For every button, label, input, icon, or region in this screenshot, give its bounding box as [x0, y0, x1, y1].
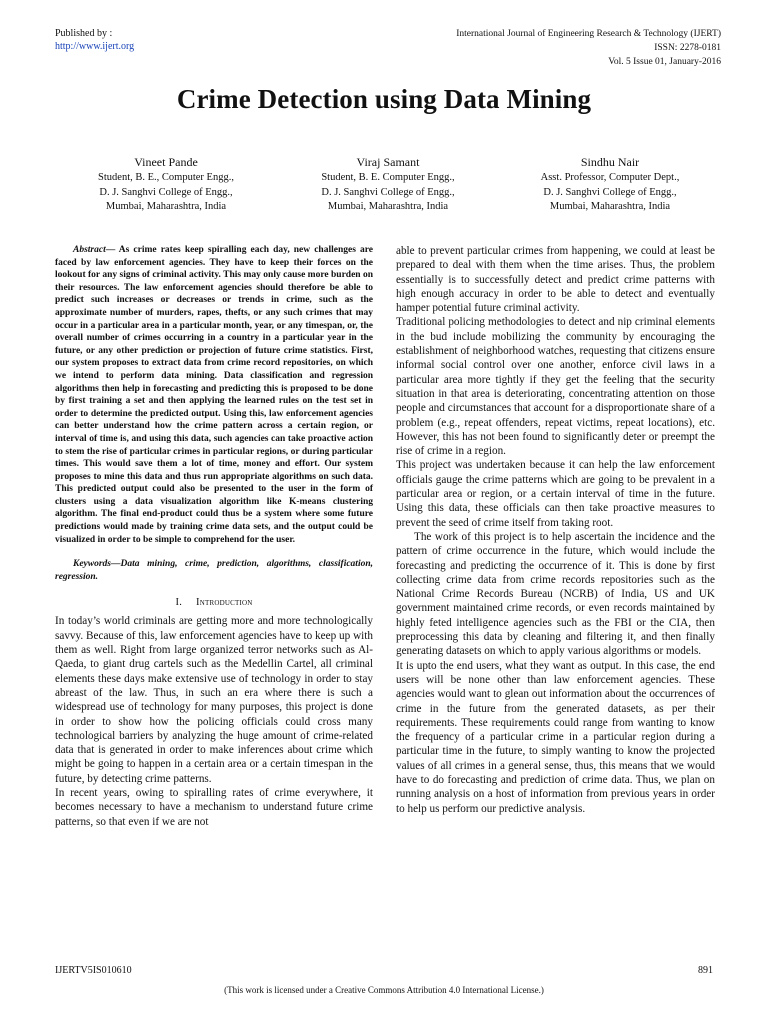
journal-url-link[interactable]: http://www.ijert.org: [55, 41, 135, 52]
intro-paragraph-1: In today’s world criminals are getting more and more technologically savvy. Because of this, law enforcement agencies have to keep up with them as well. Right from large organized terror networks such as Al-Qaeda, to giant drug cartels such as the Medellin Cartel, all criminal elements these days make extensive use of technology in order to stay abreast of the law. Thus, in such an era where there is such a widespread use of technology for many purposes, this project is done in order to show how the policing officials could cross many technological barriers by analyzing the huge amount of crime-related data that is generated in order to make inferences about crime which might be going to happen in a certain area or a certain timespan in the future, by detecting crime patterns.: [55, 615, 373, 785]
section-number: I.: [175, 597, 183, 609]
author-location: Mumbai, Maharashtra, India: [105, 201, 227, 212]
journal-name: International Journal of Engineering Research & Technology (IJERT): [456, 29, 721, 39]
abstract-label: Abstract: [73, 245, 106, 255]
author-role: Student, B. E., Computer Engg.,: [98, 172, 234, 183]
section-heading-introduction: [55, 597, 373, 608]
author-location: Mumbai, Maharashtra, India: [549, 201, 671, 212]
author-1: [55, 154, 277, 215]
published-by-label: Published by :: [55, 28, 113, 39]
volume-issue: Vol. 5 Issue 01, January-2016: [608, 57, 721, 67]
license-note: (This work is licensed under a Creative Commons Attribution 4.0 International License.): [224, 985, 544, 995]
body-paragraph-3: This project was undertaken because it can help the law enforcement officials gauge the crime patterns which are going to be prevalent in a particular area or region, or a certain interval of time in the future. Using this data, these officials can then take proactive measures to prevent the seed of crime itself from taking root.: [396, 459, 715, 529]
keywords: Keywords—Data mining, crime, prediction, algorithms, classification, regression.: [55, 559, 373, 582]
author-3: [499, 154, 721, 215]
author-college: D. J. Sanghvi College of Engg.,: [321, 186, 455, 198]
author-2: [277, 154, 499, 215]
authors-row: [55, 154, 721, 215]
author-role: Asst. Professor, Computer Dept.,: [540, 172, 680, 183]
author-college: D. J. Sanghvi College of Engg.,: [543, 186, 677, 198]
body-paragraph-2: Traditional policing methodologies to detect and nip criminal elements in the bud include mobilizing the community by encouraging the establishment of neighborhood watches, requesting that citizens ensure informal social control over one another, enforce civil laws in a particular area more tightly if they get the feeling that the security situation in that area is deteriorating, concentrating attention on those people and circumstances that account for a disproportionate share of a problem (e.g., repeat offenders, repeat victims, repeat locations), etc. However, this has not been found to significantly deter or preempt the rise of crime in a region.: [396, 316, 715, 458]
body-paragraph-4: The work of this project is to help ascertain the incidence and the pattern of crime occurrence in the future, which would include the forecasting and predicting the occurrence of it. This is done by first collecting crime data from crime records repositories such as the National Crime Records Bureau (NCRB) of India, US and UK government maintained crime records, or even records maintained by highly feted intelligence agencies such as the FBI or the CIA, then preprocessing this data by cleaning and filtering it, and then finally generating datasets on which to apply various algorithms or models.: [396, 530, 715, 658]
author-name: Sindhu Nair: [580, 155, 640, 169]
publisher-block: [55, 27, 134, 53]
author-name: Viraj Samant: [356, 155, 420, 169]
issn: ISSN: 2278-0181: [654, 43, 721, 53]
paper-id: IJERTV5IS010610: [55, 965, 132, 976]
abstract: [55, 244, 373, 546]
author-name: Vineet Pande: [134, 155, 198, 169]
body-paragraph-5: It is upto the end users, what they want as output. In this case, the end users will be none other than law enforcement agencies. These agencies would want to glean out information about the occurrences of crime in the future from the generated datasets, as per their requirements. These requirements could range from wanting to know the frequency of a particular crime in a particular region during a particular time in the future, to simply wanting to know the projected values of all crimes in a general sense, thus, this means that we would have to do forecasting and prediction of crime data. Thus, we plan on running analysis on a host of information from previous years in order to help us perform our predictive analysis.: [396, 659, 715, 815]
abstract-text: As crime rates keep spiralling each day, new challenges are faced by law enforcement agencies. They have to keep their forces on the lookout for any signs of criminal activity. This may only cause more burden on their resources. The law enforcement agencies should therefore be able to predict such increases or decreases or trends in crime, such as the approximate number of murders, rapes, thefts, or any such crimes that may occur in a particular area in a particular month, year, or any timespan, or, the overall number of crimes occurring in a country in a particular year in the future, or any other prediction or projection of future crime statistics. First, our system proposes to extract data from crime record repositories, on which we intend to perform data mining. Data classification and regression algorithms then help in forecasting and predicting this is proposed to be done by first training a set and then applying the learned rules on the test set in order to determine the predicted output. Using this, law enforcement agencies can better understand how the crime pattern across a certain region, or interval of time is, and using this data, such agencies can take proactive action to stem the rise of particular crimes in particular regions, or during particular times. This would save them a lot of time, money and effort. Our system proposes to mine this data and thus run appropriate algorithms on such data. This predicted output could also be presented to the user in the form of clusters using a data visualization algorithm like K-means clustering algorithm. The final end-product could thus be a system where some future predictions would made by training crime data sets, and the output could be visualized in order to be simple to comprehend for the user.: [55, 245, 373, 545]
intro-paragraph-2: In recent years, owing to spiralling rates of crime everywhere, it becomes necessary to have a mechanism to understand future crime patterns, so that even if we are not: [55, 787, 373, 828]
author-role: Student, B. E. Computer Engg.,: [321, 172, 455, 183]
author-college: D. J. Sanghvi College of Engg.,: [99, 186, 233, 198]
paper-title: Crime Detection using Data Mining: [176, 84, 592, 114]
right-column: [396, 244, 715, 816]
author-location: Mumbai, Maharashtra, India: [327, 201, 449, 212]
journal-info-block: [456, 27, 721, 69]
page-number: 891: [698, 965, 713, 976]
abstract-dash: —: [105, 245, 119, 255]
body-paragraph-1: able to prevent particular crimes from happening, we could at least be prepared to deal with them when the time arises. Thus, the problem essentially is to successfully detect and predict crime patterns with high enough accuracy in order to be able to detect and eventually hamper potential future criminal activity.: [396, 245, 715, 315]
left-column: [55, 244, 373, 829]
section-title: Introduction: [196, 597, 253, 609]
